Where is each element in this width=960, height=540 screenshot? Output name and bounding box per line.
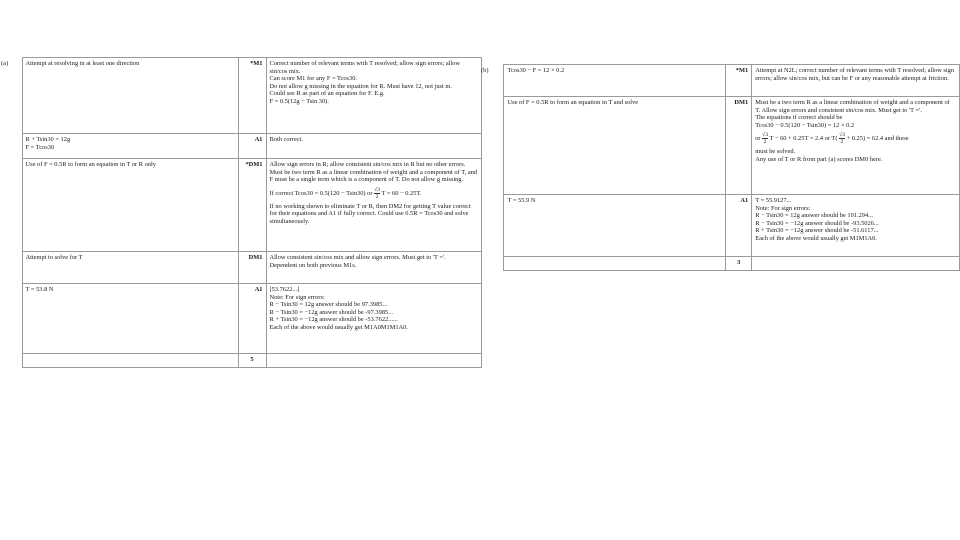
mark-cell: DM1: [726, 97, 752, 195]
mark-cell: *M1: [238, 58, 266, 134]
guidance-cell: Correct number of relevant terms with T resolved; allow sign errors; allow sin/cos mix. Can score M1 for any F = Tcos30. Do not allow g missing in the equation for R. Must have 12, not just m. Could see R as part of an equation for F. E.g. F = 0.5(12g − Tsin 30).: [266, 58, 481, 134]
table-row: [0, 159, 481, 252]
scheme-cell: T = 55.9 N: [504, 195, 726, 257]
table-row: [0, 58, 481, 134]
table-row: [480, 195, 960, 257]
guidance-cell: Allow sign errors in R; allow consistent sin/cos mix in R but no other errors. Must be two term R as a linear combination of weight and a component of T, and F must be a single term which is a component of T. Do not allow g missing. If correct Tcos30 = 0.5(120 − Tsin30) or $\frac{√3}{2}$ T = 60 − 0.25T. If no working shown to eliminate T or R, then DM2 for getting T value correct for their equations and A1 if fully correct. Could use 0.5R = Tcos30 and solve simultaneously.: [266, 159, 481, 252]
mark-cell: A1: [238, 284, 266, 354]
mark-cell: *DM1: [238, 159, 266, 252]
part-label: (b): [481, 66, 489, 74]
part-b-table: [480, 64, 960, 271]
part-label: (a): [1, 59, 9, 67]
scheme-cell: Use of F = 0.5R to form an equation in T and solve: [504, 97, 726, 195]
mark-cell: *M1: [726, 65, 752, 97]
sqrt3-over-2: $\frac{√3}{2}$: [374, 186, 380, 200]
guidance-cell: Attempt at N2L; correct number of relevant terms with T resolved; allow sign errors; allow sin/cos mix, but can be F or any reasonable attempt at friction.: [752, 65, 960, 97]
guidance-cell: Allow consistent sin/cos mix and allow sign errors. Must get to 'T ='. Dependent on both previous M1s.: [266, 252, 481, 284]
scheme-cell: Attempt at resolving in at least one direction: [22, 58, 238, 134]
table-row: [0, 134, 481, 159]
scheme-cell: Tcos30 − F = 12 × 0.2: [504, 65, 726, 97]
scheme-cell: R + Tsin30 = 12g F = Tcos30: [22, 134, 238, 159]
mark-cell: A1: [238, 134, 266, 159]
total-row: [480, 257, 960, 271]
guidance-cell: Both correct.: [266, 134, 481, 159]
total-row: [0, 354, 481, 368]
correct-equation: If correct Tcos30 = 0.5(120 − Tsin30) or $\frac{√3}{2}$ T = 60 − 0.25T.: [269, 186, 422, 200]
scheme-cell: T = 53.8 N: [22, 284, 238, 354]
total-mark: 3: [726, 257, 752, 271]
sqrt3-over-2: $\frac{√3}{2}$: [762, 132, 768, 146]
part-a-panel: [0, 57, 482, 368]
scheme-cell: Attempt to solve for T: [22, 252, 238, 284]
part-b-panel: [480, 64, 960, 271]
table-row: [0, 252, 481, 284]
scheme-cell: Use of F = 0.5R to form an equation in T or R only: [22, 159, 238, 252]
guidance-cell: Must be a two term R as a linear combination of weight and a component of T. Allow sign errors and consistent sin/cos mix. Must get to 'T ='. The equations if correct should be Tcos30 − 0.5(120 − Tsin30) = 12 × 0.2 or $\frac{√3}{2}$ T − 60 + 0.25T = 2.4 or T( $\frac{√3}{2}$ + 0.25) = 62.4 and these must be solved. Any use of T or R from part (a) scores DM0 here.: [752, 97, 960, 195]
total-mark: 5: [238, 354, 266, 368]
table-row: [0, 284, 481, 354]
table-row: [480, 97, 960, 195]
alternative-equation: or $\frac{√3}{2}$ T − 60 + 0.25T = 2.4 or T( $\frac{√3}{2}$ + 0.25) = 62.4 and these: [755, 132, 909, 146]
part-a-table: [0, 57, 482, 368]
guidance-cell: [53.7622...] Note: For sign errors: R − Tsin30 = 12g answer should be 97.3985... R − Tsin30 = −12g answer should be -97.3985... R + Tsin30 = −12g answer should be -53.7622...... Each of the above would usually get M1A0M1M1A0.: [266, 284, 481, 354]
guidance-cell: T = 55.9127... Note: For sign errors: R − Tsin30 = 12g answer should be 101.294... R − Tsin30 = −12g answer should be -93.5026... R + Tsin30 = −12g answer should be -51.6117... Each of the above would usually get M1M1A0.: [752, 195, 960, 257]
mark-cell: A1: [726, 195, 752, 257]
table-row: [480, 65, 960, 97]
sqrt3-over-2: $\frac{√3}{2}$: [839, 132, 845, 146]
mark-cell: DM1: [238, 252, 266, 284]
